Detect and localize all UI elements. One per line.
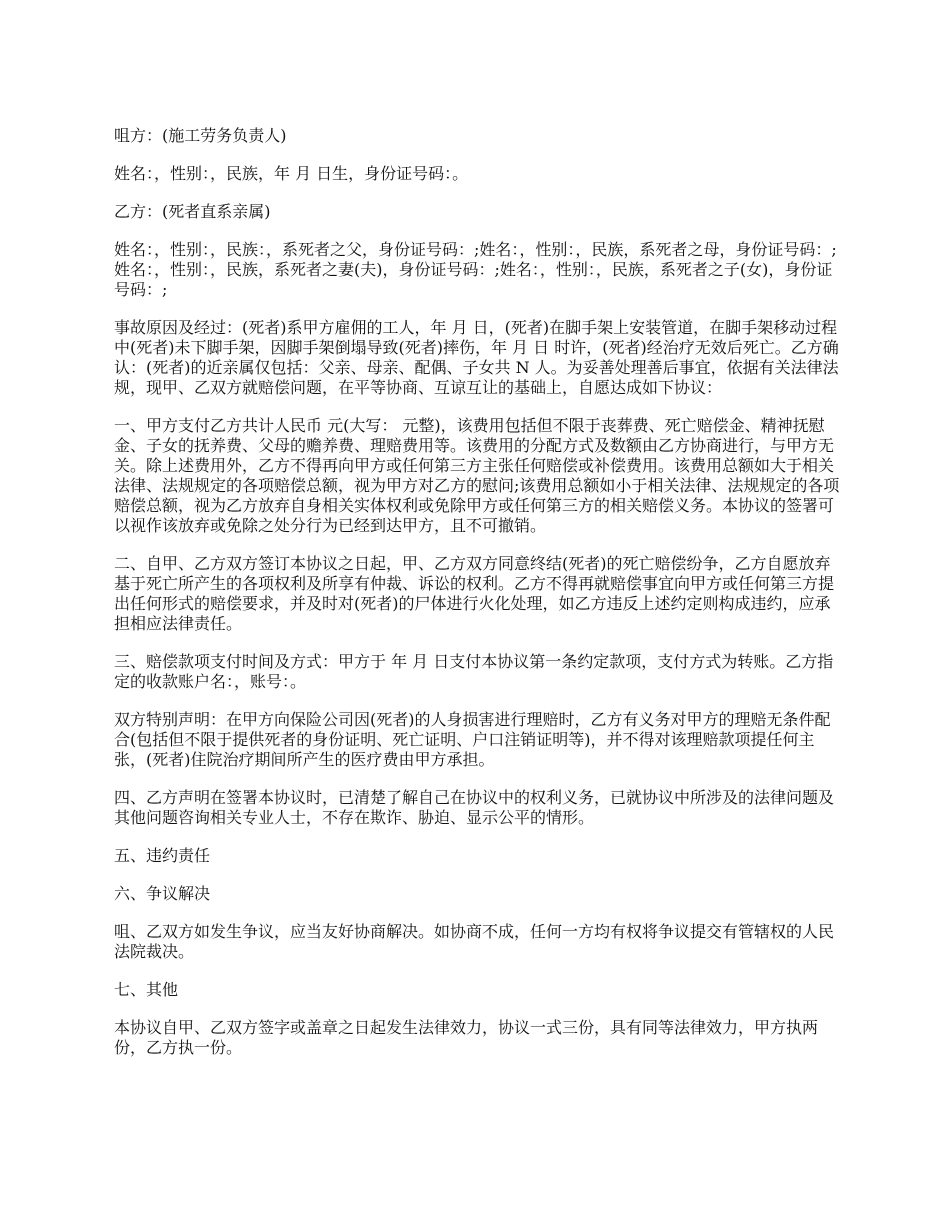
clause-7-heading: 七、其他 <box>114 980 179 999</box>
party-b-details: 姓名：，性别：，民族：，系死者之父，身份证号码：;姓名：，性别：，民族，系死者之母，身份证号码：;姓名：，性别：，民族，系死者之妻(夫)，身份证号码：;姓名：，性别：，民族，系死者之子(女)，身份证号码：; <box>114 240 837 299</box>
final-provision: 本协议自甲、乙双方签字或盖章之日起发生法律效力，协议一式三份，具有同等法律效力，甲方执两份，乙方执一份。 <box>114 1018 819 1057</box>
clause-6-heading: 六、争议解决 <box>114 884 211 903</box>
clause-2-termination: 二、自甲、乙方双方签订本协议之日起，甲、乙方双方同意终结(死者)的死亡赔偿纷争，乙方自愿放弃基于死亡所产生的各项权利及所享有仲裁、诉讼的权利。乙方不得再就赔偿事宜向甲方或任何第三方提出任何形式的赔偿要求，并及时对(死者)的尸体进行火化处理，如乙方违反上述约定则构成违约，应承担相应法律责任。 <box>114 554 835 633</box>
party-a-heading: 咀方：(施工劳务负责人) <box>114 126 287 145</box>
incident-description: 事故原因及经过：(死者)系甲方雇佣的工人，年 月 日，(死者)在脚手架上安装管道，在脚手架移动过程中(死者)未下脚手架，因脚手架倒塌导致(死者)摔伤，年 月 日 时许，(死者)经治疗无效后死亡。乙方确认：(死者)的近亲属仅包括：父亲、母亲、配偶、子女共 N 人。为妥善处理善后事宜，依据有关法律法规，现甲、乙双方就赔偿问题，在平等协商、互谅互让的基础上，自愿达成如下协议： <box>114 318 839 397</box>
clause-1-payment: 一、甲方支付乙方共计人民币 元(大写： 元整)，该费用包括但不限于丧葬费、死亡赔偿金、精神抚慰金、子女的抚养费、父母的赡养费、理赔费用等。该费用的分配方式及数额由乙方协商进行，与甲方无关。除上述费用外，乙方不得再向甲方或任何第三方主张任何赔偿或补偿费用。该费用总额如大于相关法律、法规规定的各项赔偿总额，视为甲方对乙方的慰问;该费用总额如小于相关法律、法规规定的各项赔偿总额，视为乙方放弃自身相关实体权利或免除甲方或任何第三方的相关赔偿义务。本协议的签署可以视作该放弃或免除之处分行为已经到达甲方，且不可撤销。 <box>114 416 840 535</box>
dispute-resolution: 咀、乙双方如发生争议，应当友好协商解决。如协商不成，任何一方均有权将争议提交有管辖权的人民法院裁决。 <box>114 922 835 961</box>
clause-3-payment-method: 三、赔偿款项支付时间及方式：甲方于 年 月 日支付本协议第一条约定款项，支付方式为转账。乙方指定的收款账户名：，账号：。 <box>114 652 834 691</box>
clause-5-heading: 五、违约责任 <box>114 846 211 865</box>
party-b-heading: 乙方：(死者直系亲属) <box>114 202 271 221</box>
special-statement: 双方特别声明：在甲方向保险公司因(死者)的人身损害进行理赔时，乙方有义务对甲方的理赔无条件配合(包括但不限于提供死者的身份证明、死亡证明、户口注销证明等)，并不得对该理赔款项提任何主张，(死者)住院治疗期间所产生的医疗费由甲方承担。 <box>114 710 831 769</box>
party-a-details: 姓名：，性别：，民族，年 月 日生，身份证号码：。 <box>114 164 469 183</box>
clause-4-declaration: 四、乙方声明在签署本协议时，已清楚了解自己在协议中的权利义务，已就协议中所涉及的法律问题及其他问题咨询相关专业人士，不存在欺诈、胁迫、显示公平的情形。 <box>114 788 835 827</box>
document-page <box>114 126 842 1076</box>
